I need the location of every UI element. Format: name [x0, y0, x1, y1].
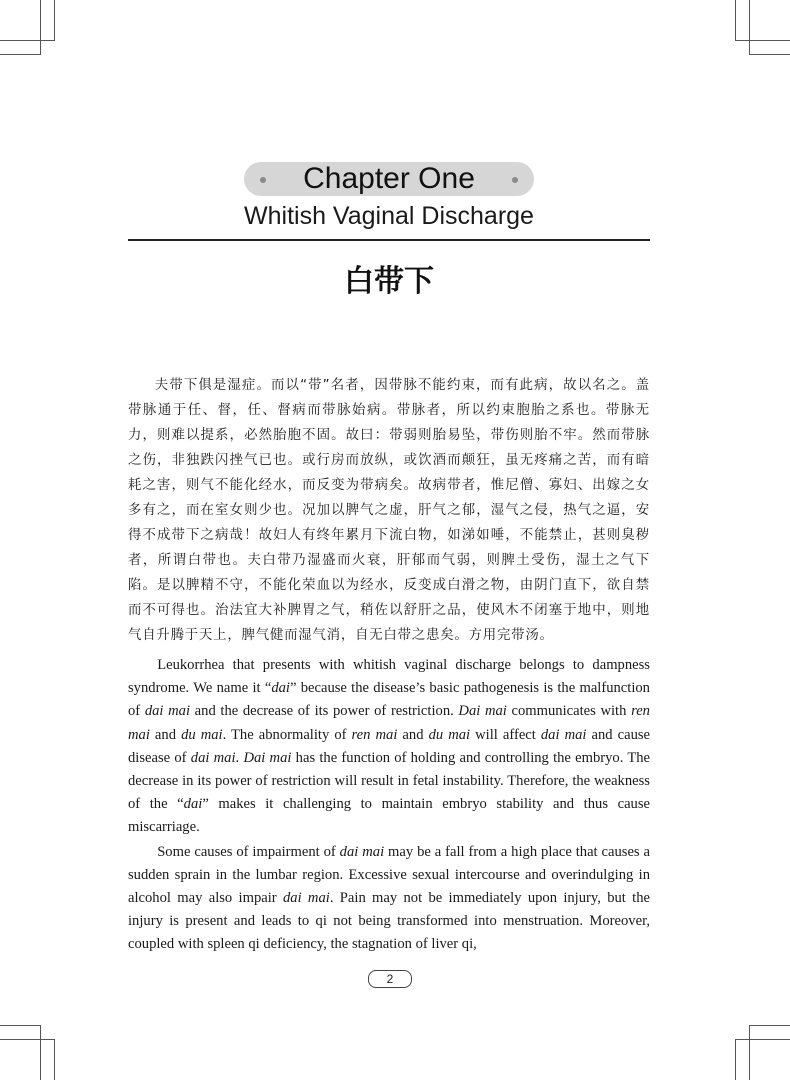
text-run: ” because the disease’s basic pathogenesis is the malfunction of — [128, 680, 650, 720]
crop-mark-top-right-v2 — [735, 0, 736, 41]
italic-term: du mai — [181, 726, 223, 743]
crop-mark-top-left-v — [40, 0, 41, 55]
italic-term: du mai — [428, 726, 471, 743]
text-run: and — [149, 726, 182, 743]
italic-term: dai mai — [190, 749, 236, 766]
crop-mark-top-right-v — [749, 0, 750, 55]
english-paragraph — [128, 841, 650, 957]
italic-term: dai mai — [282, 890, 330, 907]
italic-term: Dai mai — [458, 703, 507, 720]
text-run: . — [235, 749, 244, 766]
crop-mark-top-left-h2 — [0, 54, 41, 55]
crop-mark-bottom-right-v2 — [735, 1039, 736, 1080]
header-rule — [128, 239, 650, 241]
crop-mark-bottom-right-h2 — [749, 1025, 790, 1026]
text-run: and cause disease of — [128, 726, 651, 766]
italic-term: dai — [183, 796, 203, 813]
italic-term: Dai mai — [243, 749, 292, 766]
page-number: 2 — [368, 970, 412, 988]
chinese-section-title: 白带下 — [344, 264, 434, 299]
crop-mark-bottom-right-h — [735, 1039, 790, 1040]
text-run: and the decrease of its power of restriction. — [190, 703, 459, 720]
text-run: Leukorrhea that presents with whitish vaginal discharge belongs to dampness syndrome. We name it “ — [128, 657, 650, 697]
italic-term: ren mai — [351, 726, 398, 743]
english-paragraph — [128, 654, 650, 840]
italic-term: dai mai — [144, 703, 191, 720]
chinese-paragraph: 夫带下俱是湿症。而以“带”名者，因带脉不能约束，而有此病，故以名之。盖带脉通于任、督，任、督病而带脉始病。带脉者，所以约束胞胎之系也。带脉无力，则难以提系，必然胎胞不固。故曰：带弱则胎易坠，带伤则胎不牢。然而带脉之伤，非独跌闪挫气已也。或行房而放纵，或饮酒而颠狂，虽无疼痛之苦，而有暗耗之害，则气不能化经水，而反变为带病矣。故病带者，惟尼僧、寡妇、出嫁之女多有之，而在室女则少也。况加以脾气之虚，肝气之郁，湿气之侵，热气之逼，安得不成带下之病哉！故妇人有终年累月下流白物，如涕如唾，不能禁止，甚则臭秽者，所谓白带也。夫白带乃湿盛而火衰，肝郁而气弱，则脾土受伤，湿土之气下陷。是以脾精不守，不能化荣血以为经水，反变成白滑之物，由阴门直下，欲自禁而不可得也。治法宜大补脾胃之气，稍佐以舒肝之品，使风木不闭塞于地中，则地气自升腾于天上，脾气健而湿气消，自无白带之患矣。方用完带汤。 — [128, 378, 650, 643]
text-run: and — [397, 726, 429, 743]
crop-mark-top-left-h — [0, 40, 55, 41]
text-run: . The abnormality of — [222, 726, 352, 743]
crop-mark-bottom-left-v2 — [54, 1039, 55, 1080]
crop-mark-top-right-h2 — [749, 54, 790, 55]
italic-term: dai mai — [540, 726, 587, 743]
chapter-number: Chapter One — [303, 162, 475, 195]
crop-mark-top-left-v2 — [54, 0, 55, 41]
text-run: Some causes of impairment of — [157, 843, 340, 860]
crop-mark-bottom-left-v — [40, 1025, 41, 1080]
crop-mark-bottom-right-v — [749, 1025, 750, 1080]
text-run: has the function of holding and controlling the embryo. The decrease in its power of restriction will result in fetal instability. Therefore, the weakness of the “ — [128, 749, 651, 813]
english-text-block — [128, 654, 650, 957]
crop-mark-top-right-h — [735, 40, 790, 41]
text-run: communicates with — [506, 703, 632, 720]
text-run: . Pain may not be immediately upon injury, but the injury is present and leads to qi not being transformed into menstruation. Moreover, coupled with spleen qi deficiency, the stagnation of liver qi, — [128, 890, 651, 953]
text-run: will affect — [470, 726, 541, 743]
text-run: may be a fall from a high place that causes a sudden sprain in the lumbar region. Excessive sexual intercourse and overindulging in alcohol may also impair — [128, 843, 650, 907]
chapter-title: Whitish Vaginal Discharge — [244, 202, 534, 230]
italic-term: ren mai — [128, 703, 650, 743]
crop-mark-bottom-left-h — [0, 1039, 55, 1040]
italic-term: dai — [271, 680, 290, 697]
italic-term: dai mai — [339, 843, 385, 860]
text-run: ” makes it challenging to maintain embryo stability and thus cause miscarriage. — [128, 796, 650, 836]
crop-mark-bottom-left-h2 — [0, 1025, 41, 1026]
